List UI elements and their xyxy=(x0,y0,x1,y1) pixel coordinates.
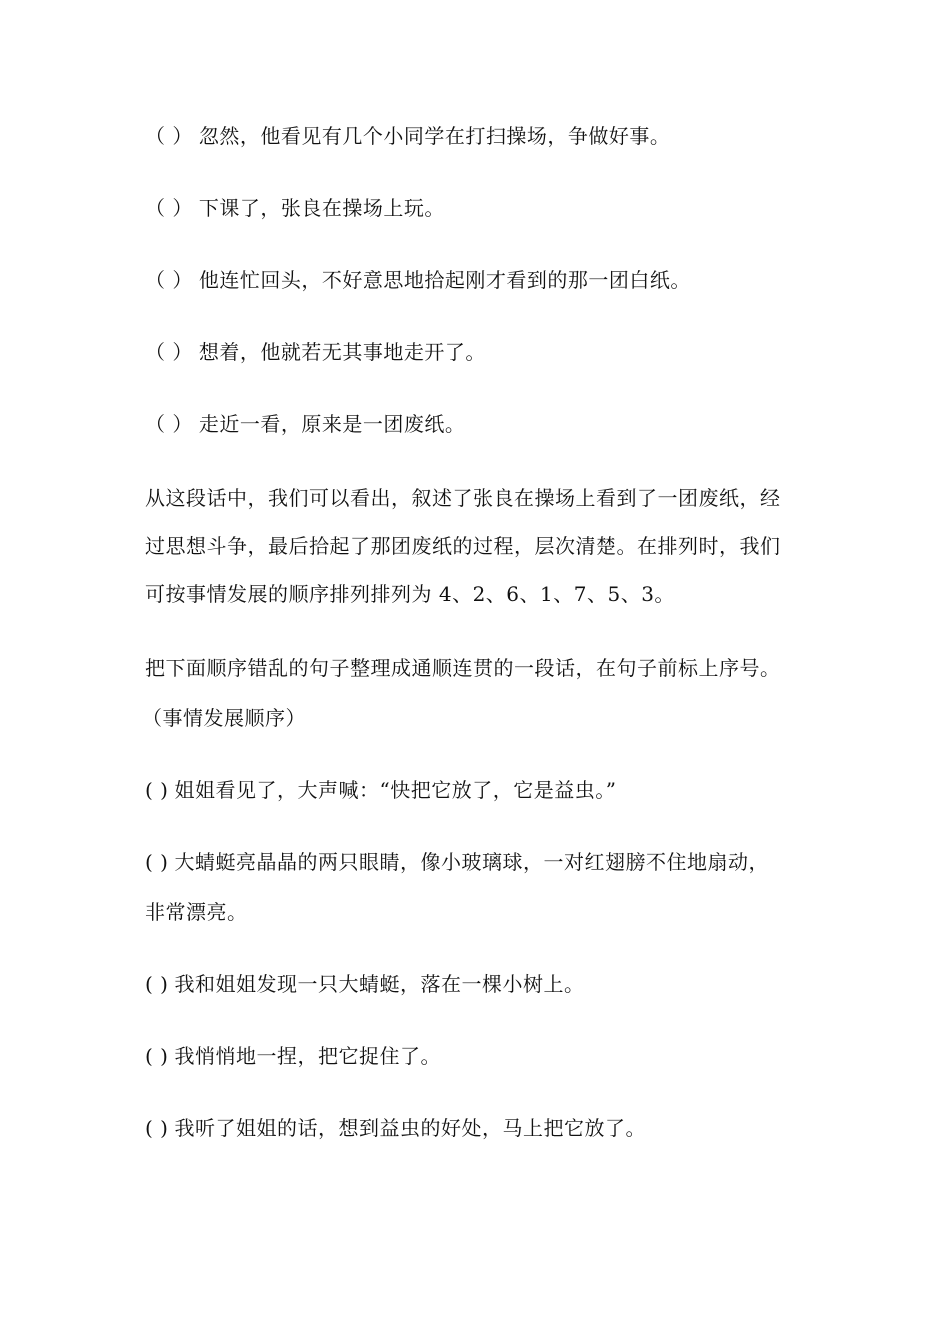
list1-item-3 xyxy=(145,268,815,292)
sentence-text: 想着，他就若无其事地走开了。 xyxy=(198,340,486,364)
sentence-text: 大蜻蜓亮晶晶的两只眼睛，像小玻璃球，一对红翅膀不住地扇动， xyxy=(174,850,769,874)
sentence-text: 走近一看，原来是一团废纸。 xyxy=(198,412,466,436)
list1-item-4 xyxy=(145,340,815,364)
order-blank[interactable]: （ ） xyxy=(145,412,193,436)
order-blank[interactable]: ( ) xyxy=(145,778,169,802)
explanation-line: 可按事情发展的顺序排列排列为 4、2、6、1、7、5、3。 xyxy=(145,582,675,606)
list2-item-2-continuation: 非常漂亮。 xyxy=(145,900,248,924)
sentence-text: 下课了，张良在操场上玩。 xyxy=(198,196,445,220)
order-blank[interactable]: ( ) xyxy=(145,972,169,996)
sentence-text: 忽然，他看见有几个小同学在打扫操场，争做好事。 xyxy=(198,124,671,148)
explanation-line: 从这段话中，我们可以看出，叙述了张良在操场上看到了一团废纸，经 xyxy=(145,486,781,510)
explanation-line: 过思想斗争，最后拾起了那团废纸的过程，层次清楚。在排列时，我们 xyxy=(145,534,781,558)
order-blank[interactable]: （ ） xyxy=(145,268,193,292)
order-blank[interactable]: （ ） xyxy=(145,196,193,220)
order-blank[interactable]: ( ) xyxy=(145,1116,169,1140)
sentence-text: 他连忙回头，不好意思地拾起刚才看到的那一团白纸。 xyxy=(198,268,691,292)
explanation-paragraph xyxy=(145,474,820,618)
order-blank[interactable]: （ ） xyxy=(145,340,193,364)
list1-item-2 xyxy=(145,196,815,220)
exercise-hint: （事情发展顺序） xyxy=(142,706,306,730)
list1-item-5 xyxy=(145,412,815,436)
sentence-text: 姐姐看见了，大声喊：“快把它放了，它是益虫。” xyxy=(174,778,617,802)
order-blank[interactable]: ( ) xyxy=(145,1044,169,1068)
sentence-text: 我悄悄地一捏，把它捉住了。 xyxy=(174,1044,441,1068)
list2-item-2 xyxy=(145,850,815,874)
list2-item-1 xyxy=(145,778,815,802)
sentence-text: 我和姐姐发现一只大蜻蜓，落在一棵小树上。 xyxy=(174,972,585,996)
list2-item-5 xyxy=(145,1116,815,1140)
order-blank[interactable]: ( ) xyxy=(145,850,169,874)
list1-item-1 xyxy=(145,124,815,148)
order-blank[interactable]: （ ） xyxy=(145,124,193,148)
sentence-text: 我听了姐姐的话，想到益虫的好处，马上把它放了。 xyxy=(174,1116,646,1140)
exercise-instruction: 把下面顺序错乱的句子整理成通顺连贯的一段话，在句子前标上序号。 xyxy=(145,656,781,680)
list2-item-4 xyxy=(145,1044,815,1068)
list2-item-3 xyxy=(145,972,815,996)
